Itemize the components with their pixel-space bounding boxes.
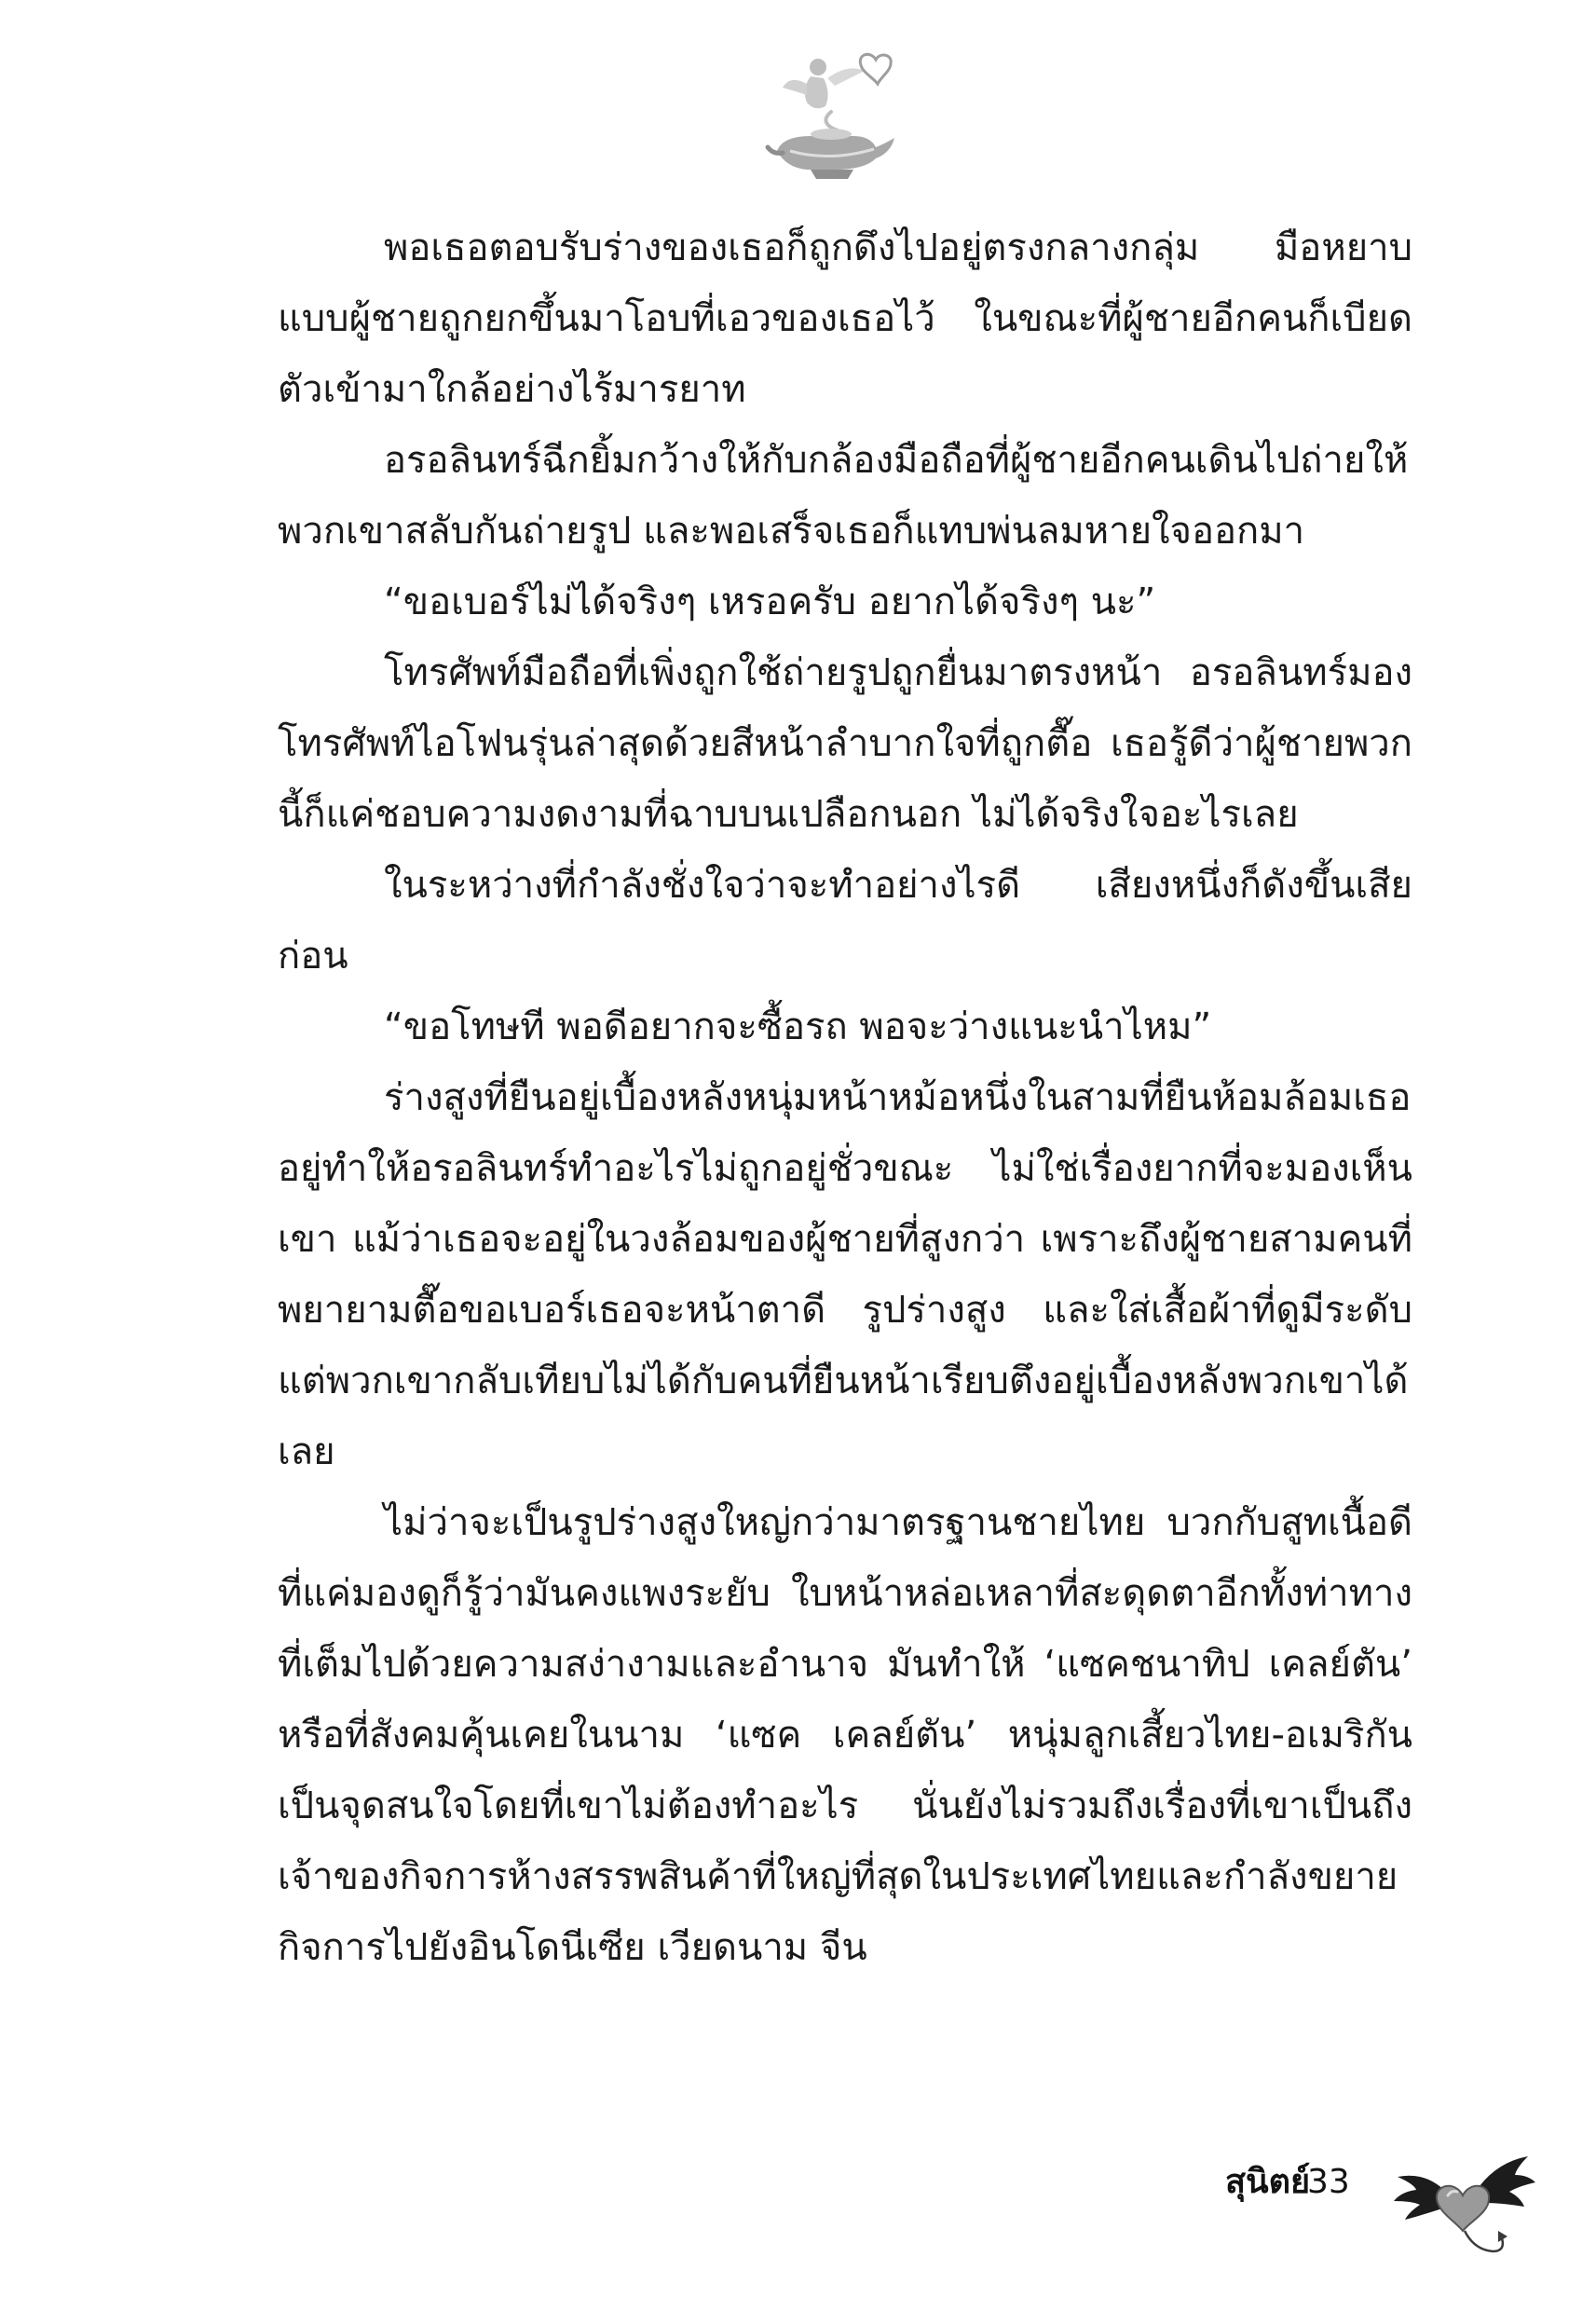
genie-lamp-cupid-icon <box>745 47 913 186</box>
paragraph: อรอลินทร์ฉีกยิ้มกว้างให้กับกล้องมือถือที่ผู้ชายอีกคนเดินไปถ่ายให้ พวกเขาสลับกันถ่ายรูป และพอเสร็จเธอก็แทบพ่นลมหายใจออกมา <box>278 439 1409 553</box>
page-number: 33 <box>1307 2163 1350 2201</box>
chapter-body <box>278 212 1412 1983</box>
paragraph: ในระหว่างที่กำลังชั่งใจว่าจะทำอย่างไรดี เสียงหนึ่งก็ดังขึ้นเสียก่อน <box>278 864 1412 978</box>
paragraph: ร่างสูงที่ยืนอยู่เบื้องหลังหนุ่มหน้าหม้อหนึ่งในสามที่ยืนห้อมล้อมเธออยู่ทำให้อรอลินทร์ทำอะไรไม่ถูกอยู่ชั่วขณะ ไม่ใช่เรื่องยากที่จะมองเห็นเขา แม้ว่าเธอจะอยู่ในวงล้อมของผู้ชายที่สูงกว่า เพราะถึงผู้ชายสามคนที่พยายามตื๊อขอเบอร์เธอจะหน้าตาดี รูปร่างสูง และใส่เสื้อผ้าที่ดูมีระดับ แต่พวกเขากลับเทียบไม่ได้กับคนที่ยืนหน้าเรียบตึงอยู่เบื้องหลังพวกเขาได้เลย <box>278 1076 1412 1473</box>
paragraph: “ขอเบอร์ไม่ได้จริงๆ เหรอครับ อยากได้จริงๆ นะ” <box>384 581 1156 623</box>
paragraph: “ขอโทษที พอดีอยากจะซื้อรถ พอจะว่างแนะนำไหม” <box>384 1005 1212 1048</box>
paragraph: ไม่ว่าจะเป็นรูปร่างสูงใหญ่กว่ามาตรฐานชายไทย บวกกับสูทเนื้อดีที่แค่มองดูก็รู้ว่ามันคงแพงระยับ ใบหน้าหล่อเหลาที่สะดุดตาอีกทั้งท่าทางที่เต็มไปด้วยความสง่างามและอำนาจ มันทำให้ ‘แซคชนาทิป เคลย์ตัน’ หรือที่สังคมคุ้นเคยในนาม ‘แซค เคลย์ตัน’ หนุ่มลูกเสี้ยวไทย-อเมริกันเป็นจุดสนใจโดยที่เขาไม่ต้องทำอะไร นั่นยังไม่รวมถึงเรื่องที่เขาเป็นถึงเจ้าของกิจการห้างสรรพสินค้าที่ใหญ่ที่สุดในประเทศไทยและกำลังขยายกิจการไปยังอินโดนีเซีย เวียดนาม จีน <box>278 1501 1412 1969</box>
footer-book-title: สุนิตย์ <box>1225 2163 1311 2201</box>
paragraph: พอเธอตอบรับร่างของเธอก็ถูกดึงไปอยู่ตรงกลางกลุ่ม มือหยาบแบบผู้ชายถูกยกขึ้นมาโอบที่เอวของเธอไว้ ในขณะที่ผู้ชายอีกคนก็เบียดตัวเข้ามาใกล้อย่างไร้มารยาท <box>278 226 1412 411</box>
paragraph: โทรศัพท์มือถือที่เพิ่งถูกใช้ถ่ายรูปถูกยื่นมาตรงหน้า อรอลินทร์มองโทรศัพท์ไอโฟนรุ่นล่าสุดด้วยสีหน้าลำบากใจที่ถูกตื๊อ เธอรู้ดีว่าผู้ชายพวกนี้ก็แค่ชอบความงดงามที่ฉาบบนเปลือกนอก ไม่ได้จริงใจอะไรเลย <box>278 651 1412 836</box>
winged-heart-icon <box>1388 2134 1537 2274</box>
